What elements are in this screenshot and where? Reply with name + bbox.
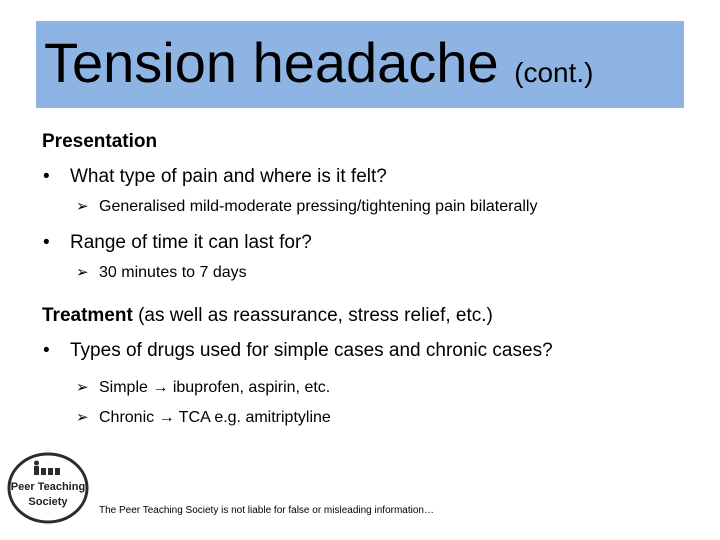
treatment-heading-note: (as well as reassurance, stress relief, etc.) <box>138 305 493 326</box>
slide-title-main: Tension headache <box>44 31 499 94</box>
bullet-pain-type-question: • What type of pain and where is it felt? <box>42 162 682 192</box>
arrow-bullet-icon: ➢ <box>76 379 89 396</box>
slide-title <box>44 31 594 105</box>
arrow-bullet-icon: ➢ <box>76 264 89 281</box>
treatment-heading: Treatment (as well as reassurance, stress relief, etc.) <box>42 305 493 326</box>
sub-bullet-simple-cases: ➢ Simple → ibuprofen, aspirin, etc. <box>42 373 682 403</box>
sub-bullet-duration-answer: ➢ 30 minutes to 7 days <box>42 258 682 288</box>
arrow-bullet-icon: ➢ <box>76 409 89 426</box>
peer-teaching-society-logo <box>6 452 90 524</box>
bullet-drug-types-question: • Types of drugs used for simple cases and chronic cases? <box>42 336 682 366</box>
title-bar <box>36 21 684 108</box>
disclaimer-text: The Peer Teaching Society is not liable for false or misleading information… <box>99 505 434 516</box>
bullet-dot-icon: • <box>43 166 50 187</box>
logo-line2: Society <box>28 496 68 508</box>
slide-title-suffix: (cont.) <box>514 57 594 88</box>
sub-bullet-chronic-cases: ➢ Chronic → TCA e.g. amitriptyline <box>42 403 682 433</box>
logo-line1: Peer Teaching <box>10 481 86 493</box>
arrow-bullet-icon: ➢ <box>76 198 89 215</box>
bullet-dot-icon: • <box>43 232 50 253</box>
right-arrow-icon: → <box>152 379 169 396</box>
bullet-duration-question: • Range of time it can last for? <box>42 228 682 258</box>
presentation-heading: Presentation <box>42 131 158 152</box>
right-arrow-icon: → <box>158 409 175 426</box>
slide-content <box>42 128 682 433</box>
sub-bullet-pain-type-answer: ➢ Generalised mild-moderate pressing/tightening pain bilaterally <box>42 192 682 222</box>
bullet-dot-icon: • <box>43 340 50 361</box>
